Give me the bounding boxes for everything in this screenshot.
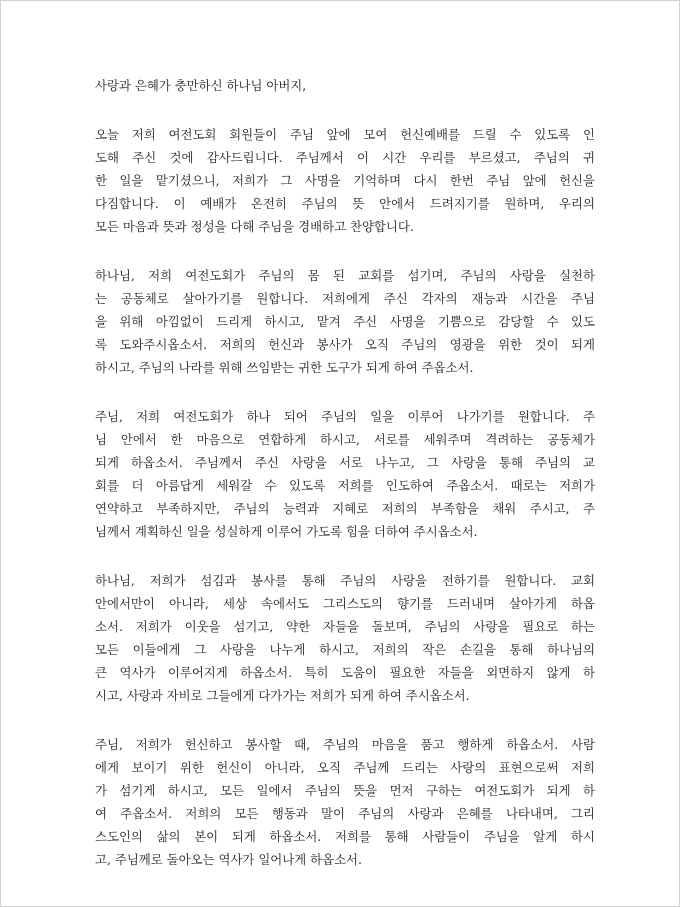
- paragraph-line: 안에서만이 아니라, 세상 속에서도 그리스도의 향기를 드러내며 살아가게 하옵: [95, 596, 595, 611]
- paragraph-2: [95, 257, 595, 375]
- paragraph-line: 한 일을 맡기셨으니, 저희가 그 사명을 기억하며 다시 한번 주님 앞에 헌신을: [95, 173, 595, 188]
- paragraph-4: [95, 562, 595, 703]
- paragraph-line: 회를 더 아름답게 세워갈 수 있도록 저희를 인도하여 주옵소서. 때로는 저희가: [95, 478, 595, 493]
- salutation: 사랑과 은혜가 충만하신 하나님 아버지,: [95, 78, 307, 93]
- paragraph-line: 는 공동체로 살아가기를 원합니다. 저희에게 주신 각자의 재능과 시간을 주님: [95, 291, 595, 306]
- paragraph-line: 도해 주신 것에 감사드립니다. 주님께서 이 시간 우리를 부르셨고, 주님의 귀: [95, 150, 595, 165]
- paragraph-line: 에게 보이기 위한 헌신이 아니라, 오직 주님께 드리는 사랑의 표현으로써 저희: [95, 760, 595, 775]
- paragraph-line: 다짐합니다. 이 예배가 온전히 주님의 뜻 안에서 드려지기를 원하며, 우리의: [95, 196, 595, 211]
- paragraph-line: 큰 역사가 이루어지게 하옵소서. 특히 도움이 필요한 자들을 외면하지 않게 하: [95, 665, 595, 680]
- paragraph-gap: [95, 231, 595, 257]
- paragraph-1: [95, 116, 595, 234]
- paragraph-gap: [95, 700, 595, 726]
- paragraph-line: 연약하고 부족하지만, 주님의 능력과 지혜로 저희의 부족함을 채워 주시고, 주: [95, 501, 595, 516]
- paragraph-line: 모든 이들에게 그 사랑을 나누게 하시고, 저희의 작은 손길을 통해 하나님의: [95, 642, 595, 657]
- paragraph-line: 모든 마음과 뜻과 정성을 다해 주님을 경배하고 찬양합니다.: [95, 219, 414, 234]
- paragraph-line: 여 주옵소서. 저희의 모든 행동과 말이 주님의 사랑과 은혜를 나타내며, 그리: [95, 806, 595, 821]
- paragraph-3: [95, 398, 595, 539]
- paragraph-5: [95, 726, 595, 867]
- paragraph-line: 주님, 저희 여전도회가 하나 되어 주님의 일을 이루어 나가기를 원합니다. 주: [95, 409, 595, 424]
- paragraph-gap: [95, 372, 595, 398]
- paragraph-line: 록 도와주시옵소서. 저희의 헌신과 봉사가 오직 주님의 영광을 위한 것이 되게: [95, 337, 595, 352]
- paragraph-line: 님께서 계획하신 일을 성실하게 이루어 가도록 힘을 더하여 주시옵소서.: [95, 524, 478, 539]
- prayer-text: [95, 67, 595, 867]
- paragraph-line: 시고, 사랑과 자비로 그들에게 다가가는 저희가 되게 하여 주시옵소서.: [95, 688, 470, 703]
- paragraph-line: 님 안에서 한 마음으로 연합하게 하시고, 서로를 세워주며 격려하는 공동체가: [95, 432, 595, 447]
- paragraph-line: 주님, 저희가 헌신하고 봉사할 때, 주님의 마음을 품고 행하게 하옵소서. 사람: [95, 737, 595, 752]
- paragraph-line: 오늘 저희 여전도회 회원들이 주님 앞에 모여 헌신예배를 드릴 수 있도록 인: [95, 127, 595, 142]
- paragraph-line: 하나님, 저희 여전도회가 주님의 몸 된 교회를 섬기며, 주님의 사랑을 실천하: [95, 268, 595, 283]
- paragraph-line: 을 위해 아낌없이 드리게 하시고, 맡겨 주신 사명을 기쁨으로 감당할 수 있도: [95, 314, 595, 329]
- paragraph-line: 하시고, 주님의 나라를 위해 쓰임받는 귀한 도구가 되게 하여 주옵소서.: [95, 360, 474, 375]
- paragraph-line: 되게 하옵소서. 주님께서 주신 사랑을 서로 나누고, 그 사랑을 통해 주님의 교: [95, 455, 595, 470]
- paragraph-line: 하나님, 저희가 섬김과 봉사를 통해 주님의 사랑을 전하기를 원합니다. 교회: [95, 573, 595, 588]
- paragraph-gap: [95, 90, 595, 116]
- paragraph-line: 소서. 저희가 이웃을 섬기고, 약한 자들을 돌보며, 주님의 사랑을 필요로 하는: [95, 619, 595, 634]
- paragraph-line: 가 섬기게 하시고, 모든 일에서 주님의 뜻을 먼저 구하는 여전도회가 되게 하: [95, 783, 595, 798]
- paragraph-gap: [95, 536, 595, 562]
- paragraph-line: 고, 주님께로 돌아오는 역사가 일어나게 하옵소서.: [95, 852, 362, 867]
- paragraph-line: 스도인의 삶의 본이 되게 하옵소서. 저희를 통해 사람들이 주님을 알게 하시: [95, 829, 595, 844]
